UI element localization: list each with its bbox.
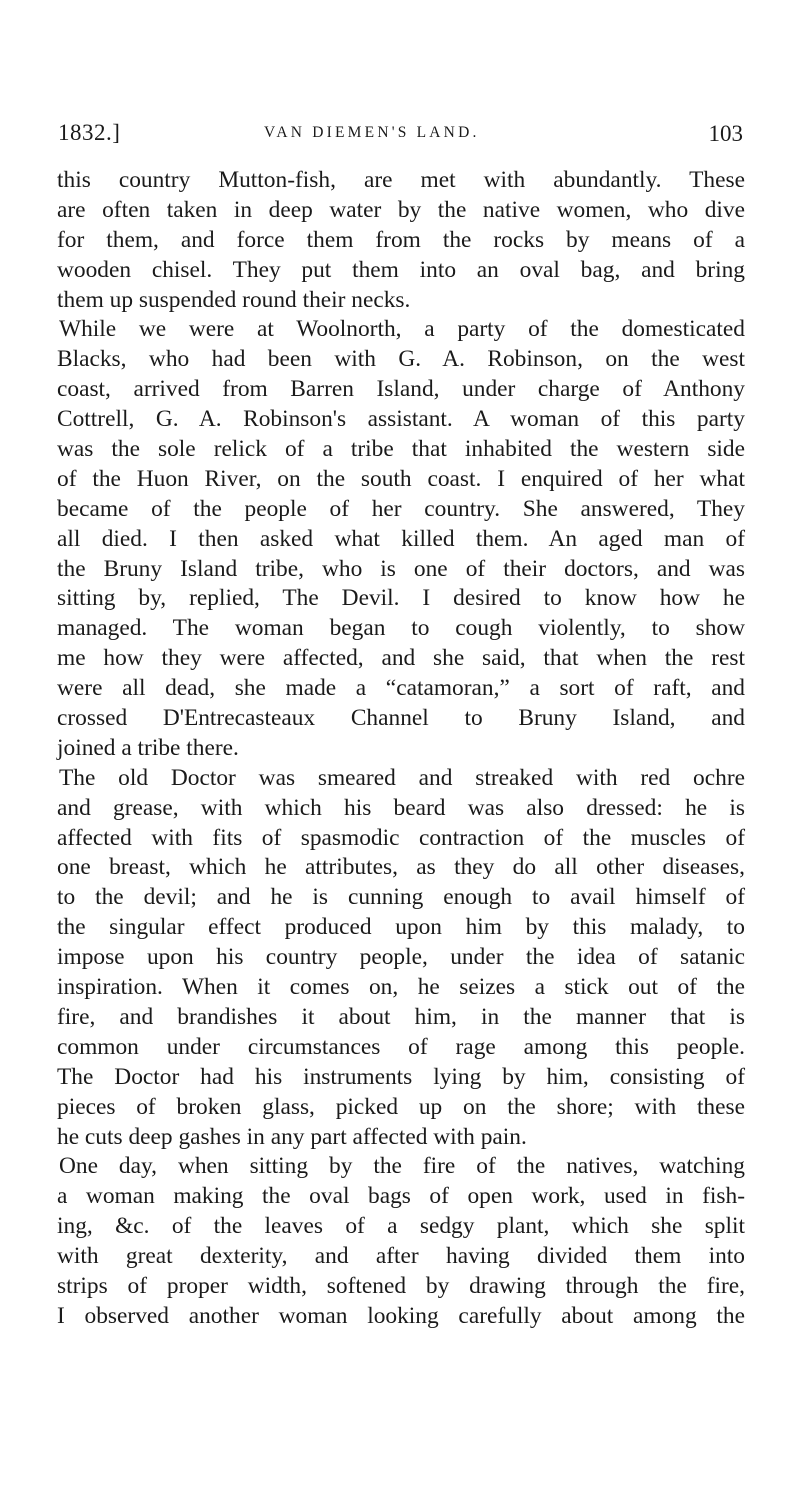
text-line: pieces of broken glass, picked up on the shore; with these <box>57 1093 745 1120</box>
text-line: became of the people of her country. She answered, They <box>57 495 745 522</box>
text-line: The old Doctor was smeared and streaked with red ochre <box>59 764 745 791</box>
text-line: Cottrell, G. A. Robinson's assistant. A woman of this party <box>57 406 745 433</box>
text-line: wooden chisel. They put them into an oval bag, and bring <box>57 256 745 283</box>
text-line: sitting by, replied, The Devil. I desired to know how he <box>57 585 745 612</box>
text-line: the Bruny Island tribe, who is one of their doctors, and was <box>57 555 745 582</box>
text-line: were all dead, she made a “catamoran,” a sort of raft, and <box>57 675 745 702</box>
text-line: impose upon his country people, under the idea of satanic <box>57 944 745 971</box>
text-line: joined a tribe there. <box>57 734 239 761</box>
text-line: strips of proper width, softened by drawing through the fire, <box>57 1272 745 1299</box>
running-title: VAN DIEMEN'S LAND. <box>264 124 480 141</box>
text-line: all died. I then asked what killed them. An aged man of <box>57 525 745 552</box>
page-body <box>57 166 745 1332</box>
paragraph-2 <box>57 315 745 763</box>
text-line: a woman making the oval bags of open work, used in fish- <box>57 1183 745 1210</box>
text-line: he cuts deep gashes in any part affected with pain. <box>57 1123 527 1150</box>
text-line: crossed D'Entrecasteaux Channel to Bruny Island, and <box>57 705 745 732</box>
book-page <box>57 118 745 1332</box>
paragraph-4 <box>57 1152 745 1331</box>
text-line: them up suspended round their necks. <box>57 286 411 313</box>
text-line: inspiration. When it comes on, he seizes a stick out of the <box>57 974 745 1001</box>
text-line: affected with fits of spasmodic contraction of the muscles of <box>57 824 745 851</box>
text-line: to the devil; and he is cunning enough to avail himself of <box>57 884 745 911</box>
text-line: While we were at Woolnorth, a party of the domesticated <box>59 316 745 343</box>
text-line: for them, and force them from the rocks by means of a <box>57 226 745 253</box>
text-line: managed. The woman began to cough violently, to show <box>57 615 745 642</box>
text-line: fire, and brandishes it about him, in the manner that is <box>57 1003 745 1030</box>
text-line: this country Mutton-fish, are met with abundantly. These <box>57 167 745 193</box>
paragraph-1 <box>57 166 745 315</box>
text-line: the singular effect produced upon him by this malady, to <box>57 914 745 941</box>
text-line: One day, when sitting by the fire of the natives, watching <box>59 1153 745 1180</box>
text-line: The Doctor had his instruments lying by him, consisting of <box>57 1063 745 1090</box>
page-number: 103 <box>708 121 743 146</box>
text-line: common under circumstances of rage among this people. <box>57 1033 745 1060</box>
text-line: Blacks, who had been with G. A. Robinson, on the west <box>57 346 745 373</box>
text-line: of the Huon River, on the south coast. I enquired of her what <box>57 465 745 492</box>
text-line: ing, &c. of the leaves of a sedgy plant, which she split <box>57 1213 745 1240</box>
text-line: one breast, which he attributes, as they do all other diseases, <box>57 854 745 881</box>
text-line: with great dexterity, and after having divided them into <box>57 1243 745 1270</box>
paragraph-3 <box>57 764 745 1153</box>
text-line: coast, arrived from Barren Island, under charge of Anthony <box>57 376 745 403</box>
text-line: me how they were affected, and she said, that when the rest <box>57 645 745 672</box>
header-year: 1832.] <box>58 120 121 145</box>
text-line: I observed another woman looking carefully about among the <box>57 1302 745 1329</box>
page-header <box>57 118 745 158</box>
text-line: was the sole relick of a tribe that inhabited the western side <box>57 436 745 463</box>
text-line: are often taken in deep water by the native women, who dive <box>57 196 745 223</box>
text-line: and grease, with which his beard was also dressed: he is <box>57 794 745 821</box>
